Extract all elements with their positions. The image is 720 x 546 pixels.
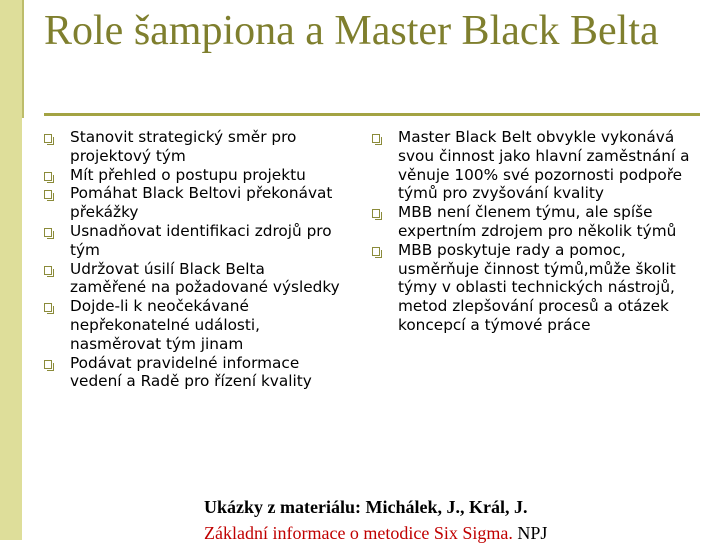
list-item [44, 354, 344, 392]
slide-title: Role šampiona a Master Black Belta [44, 8, 659, 54]
square-bullet-icon [372, 247, 380, 256]
list-item [372, 128, 692, 203]
source-book-title: Základní informace o metodice Six Sigma. [204, 523, 513, 543]
list-item [372, 241, 692, 335]
decorative-side-bar [0, 0, 22, 540]
square-bullet-icon [44, 172, 52, 181]
bullet-text: Mít přehled o postupu projektu [70, 165, 306, 184]
bullet-text: Usnadňovat identifikaci zdrojů pro tým [70, 221, 332, 259]
list-item [44, 222, 344, 260]
square-bullet-icon [44, 266, 52, 275]
square-bullet-icon [372, 134, 380, 143]
bullet-text: Master Black Belt obvykle vykonává svou činnost jako hlavní zaměstnání a věnuje 100% své pozornosti podpoře týmů pro zvyšování kvality [398, 128, 690, 203]
square-bullet-icon [44, 134, 52, 143]
bullet-text: Dojde-li k neočekávané nepřekonatelné události, nasměrovat tým jinam [70, 297, 261, 353]
bullet-text: Stanovit strategický směr pro projektový tým [70, 128, 297, 165]
list-item [44, 184, 344, 222]
source-title-line [204, 520, 720, 546]
square-bullet-icon [44, 190, 52, 199]
source-citation [204, 494, 720, 546]
bullet-text: MBB poskytuje rady a pomoc, usměrňuje činnost týmů,může školit týmy v oblasti technických nástrojů, metod zlepšování procesů a otázek koncepcí a týmové práce [398, 240, 676, 334]
source-publisher: NPJ [512, 523, 548, 543]
left-bullet-list [44, 128, 344, 391]
square-bullet-icon [44, 303, 52, 312]
list-item [44, 297, 344, 353]
list-item [44, 128, 344, 166]
list-item [44, 166, 344, 185]
list-item [44, 260, 344, 298]
square-bullet-icon [44, 228, 52, 237]
source-author-line: Ukázky z materiálu: Michálek, J., Král, J. [204, 497, 528, 517]
bullet-text: Udržovat úsilí Black Belta zaměřené na požadované výsledky [70, 259, 340, 297]
square-bullet-icon [44, 360, 52, 369]
decorative-side-bar-accent [22, 0, 24, 118]
bullet-text: MBB není členem týmu, ale spíše expertním zdrojem pro několik týmů [398, 203, 677, 240]
title-divider [44, 113, 700, 116]
right-bullet-list [372, 128, 692, 335]
list-item [372, 203, 692, 241]
bullet-text: Podávat pravidelné informace vedení a Radě pro řízení kvality [70, 353, 312, 391]
bullet-text: Pomáhat Black Beltovi překonávat překážky [70, 184, 333, 222]
square-bullet-icon [372, 209, 380, 218]
